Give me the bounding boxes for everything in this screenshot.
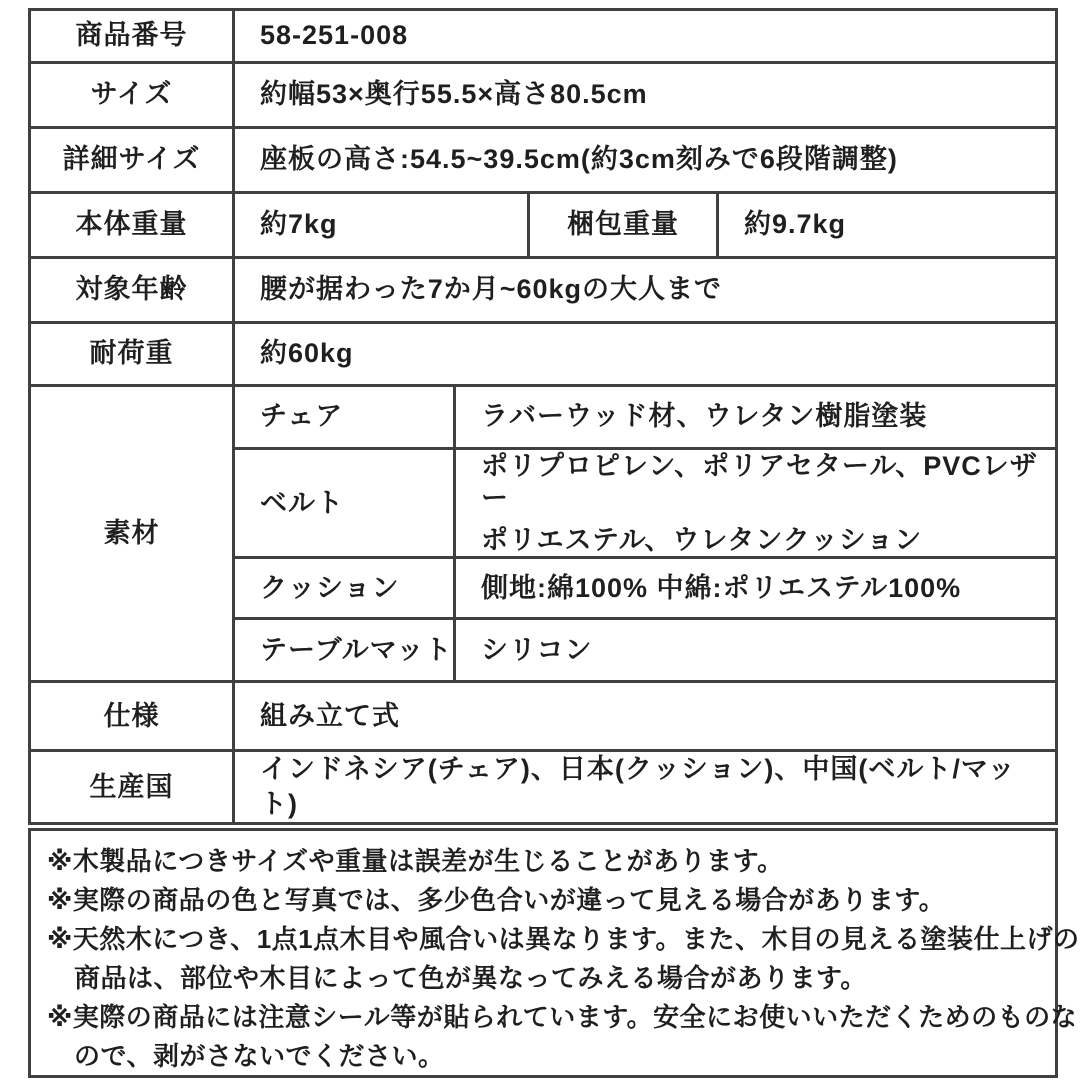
material-row-belt xyxy=(235,450,1055,559)
material-belt-label: ベルト xyxy=(235,450,456,556)
row-item-number xyxy=(31,11,1055,64)
material-row-cushion xyxy=(235,559,1055,620)
note-warning-seal-line2: ので、剥がさないでください。 xyxy=(74,1041,445,1072)
item-number-label: 商品番号 xyxy=(31,11,235,61)
material-label: 素材 xyxy=(31,387,235,680)
note-natural-wood-line1: ※天然木につき、1点1点木目や風合いは異なります。また、木目の見える塗装仕上げの xyxy=(47,924,1080,955)
spec-table xyxy=(28,8,1058,825)
body-weight-label: 本体重量 xyxy=(31,194,235,256)
note-warning-seal-line1: ※実際の商品には注意シール等が貼られています。安全にお使いいただくためのものな xyxy=(47,1002,1078,1033)
size-value: 約幅53×奥行55.5×高さ80.5cm xyxy=(260,79,648,110)
row-weight xyxy=(31,194,1055,259)
target-age-label: 対象年齢 xyxy=(31,259,235,321)
material-belt-value-line1: ポリプロピレン、ポリアセタール、PVCレザー xyxy=(481,451,1038,514)
country-label: 生産国 xyxy=(31,752,235,822)
note-wood-tolerance: ※木製品につきサイズや重量は誤差が生じることがあります。 xyxy=(47,846,784,877)
body-weight-value: 約7kg xyxy=(235,194,530,256)
package-weight-value: 約9.7kg xyxy=(744,209,847,240)
material-cushion-value: 側地:綿100% 中綿:ポリエステル100% xyxy=(481,572,962,603)
material-cushion-label: クッション xyxy=(235,559,456,617)
load-capacity-value: 約60kg xyxy=(260,338,354,369)
package-weight-label: 梱包重量 xyxy=(530,194,719,256)
material-belt-value-line2: ポリエステル、ウレタンクッション xyxy=(481,524,923,555)
row-load-capacity xyxy=(31,324,1055,387)
row-size xyxy=(31,64,1055,129)
spec-value: 組み立て式 xyxy=(260,700,400,731)
spec-label: 仕様 xyxy=(31,683,235,749)
size-label: サイズ xyxy=(31,64,235,126)
material-sub-rows xyxy=(235,387,1055,680)
row-target-age xyxy=(31,259,1055,324)
detail-size-value: 座板の高さ:54.5~39.5cm(約3cm刻みで6段階調整) xyxy=(260,144,898,175)
load-capacity-label: 耐荷重 xyxy=(31,324,235,384)
note-color-difference: ※実際の商品の色と写真では、多少色合いが違って見える場合があります。 xyxy=(47,885,946,916)
row-detail-size xyxy=(31,129,1055,194)
material-table-mat-value: シリコン xyxy=(481,634,593,665)
material-chair-label: チェア xyxy=(235,387,456,447)
country-value: インドネシア(チェア)、日本(クッション)、中国(ベルト/マット) xyxy=(260,754,1016,820)
row-material xyxy=(31,387,1055,683)
material-chair-value: ラバーウッド材、ウレタン樹脂塗装 xyxy=(481,401,928,432)
detail-size-label: 詳細サイズ xyxy=(31,129,235,191)
material-table-mat-label: テーブルマット xyxy=(235,620,456,680)
notes-box xyxy=(28,828,1080,1078)
target-age-value: 腰が据わった7か月~60kgの大人まで xyxy=(260,274,723,305)
item-number-value: 58-251-008 xyxy=(260,20,409,51)
row-country xyxy=(31,752,1055,822)
material-row-chair xyxy=(235,387,1055,450)
material-belt-value xyxy=(456,450,1055,556)
row-spec xyxy=(31,683,1055,752)
note-natural-wood-line2: 商品は、部位や木目によって色が異なってみえる場合があります。 xyxy=(74,963,867,994)
material-row-table-mat xyxy=(235,620,1055,680)
